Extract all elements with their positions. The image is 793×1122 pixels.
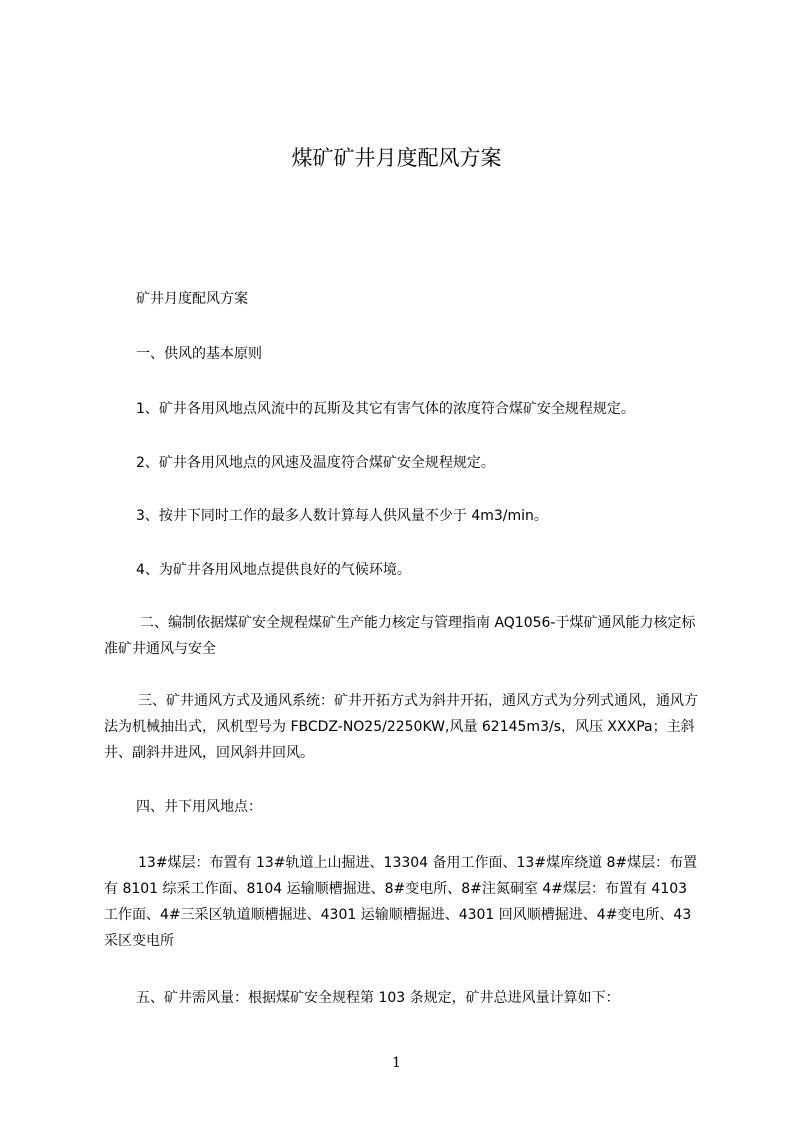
section-heading-1: 一、供风的基本原则 (136, 346, 262, 362)
paragraph-coal-seams: 13#煤层：布置有 13#轨道上山掘进、13304 备用工作面、13#煤库绕道 8#煤层：布置有 8101 综采工作面、8104 运输顺槽掘进、8#变电所、8#注氮硐室 4#煤层：布置有 4103 工作面、4#三采区轨道顺槽掘进、4301 运输顺槽掘进、4301 回风顺槽掘进、4#变电所、43 采区变电所 (104, 855, 698, 949)
paragraph-2: 2、矿井各用风地点的风速及温度符合煤矿安全规程规定。 (136, 455, 495, 471)
paragraph-4: 4、为矿井各用风地点提供良好的气候环境。 (136, 562, 411, 578)
paragraph-heading: 矿井月度配风方案 (136, 291, 248, 307)
paragraph-1: 1、矿井各用风地点风流中的瓦斯及其它有害气体的浓度符合煤矿安全规程规定。 (136, 401, 635, 417)
paragraph-3: 3、按井下同时工作的最多人数计算每人供风量不少于 4m3/min。 (136, 508, 548, 524)
section-heading-3: 三、矿井通风方式及通风系统：矿井开拓方式为斜井开拓，通风方式为分列式通风，通风方法为机械抽出式，风机型号为 FBCDZ-NO25/2250KW,风量 62145m3/s，风压 XXXPa；主斜井、副斜井进风，回风斜井回风。 (104, 693, 698, 761)
section-heading-2: 二、编制依据煤矿安全规程煤矿生产能力核定与管理指南 AQ1056-于煤矿通风能力核定标准矿井通风与安全 (104, 615, 696, 657)
document-title: 煤矿矿井月度配风方案 (291, 146, 502, 170)
section-heading-5: 五、矿井需风量：根据煤矿安全规程第 103 条规定，矿井总进风量计算如下： (136, 990, 620, 1006)
section-heading-4: 四、井下用风地点： (136, 799, 262, 815)
page-number: 1 (392, 1055, 401, 1071)
